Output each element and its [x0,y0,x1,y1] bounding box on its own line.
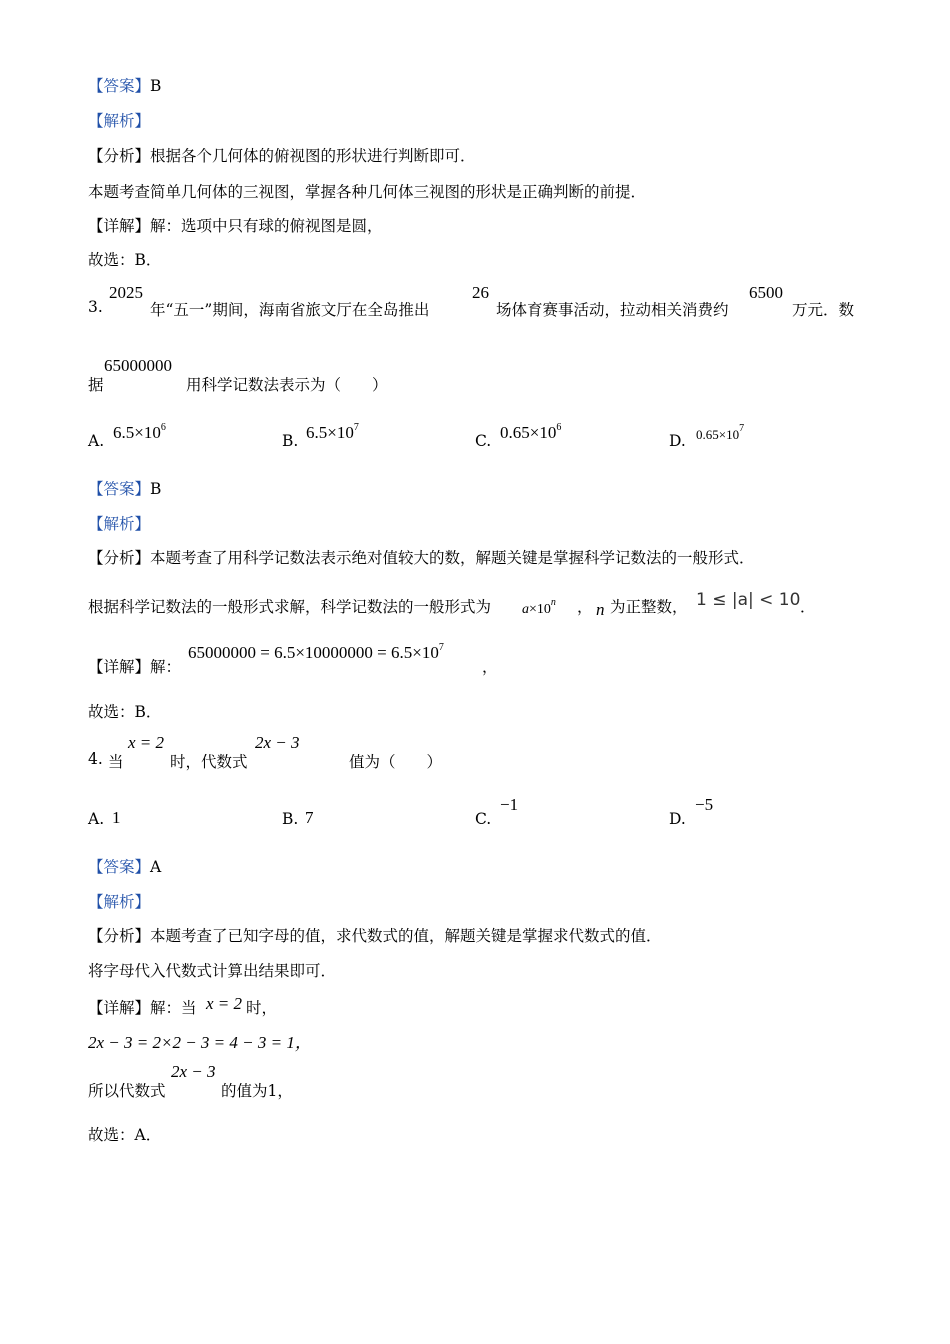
q4-option-d-value: −5 [695,795,714,814]
q3-method-text-2: ， [577,598,593,616]
q4-so-expression: 2x − 3 [171,1062,216,1081]
q3-text-3: 万元．数 [792,301,855,319]
q4-note-line: 将字母代入代数式计算出结果即可． [88,962,337,980]
q4-option-a-label: A. [88,810,105,828]
q4-expression: 2x − 3 [255,733,300,752]
q4-calculation: 2x − 3 = 2×2 − 3 = 4 − 3 = 1， [88,1033,312,1052]
q3-number: 3. [88,298,103,316]
q3-option-b-value: $6.5\times 10^7$ [306,422,359,442]
q3-text-4: 据 [88,376,104,394]
q3-option-c-value: $0.65\times 10^6$ [500,422,562,442]
q3-detail-tag: 【详解】解： [88,658,182,676]
q3-answer-line [88,479,161,499]
answer-tag: 【答案】 [88,480,151,498]
fenxi-text: 根据各个几何体的俯视图的形状进行判断即可． [150,147,476,165]
q2-conclusion: 故选：B． [88,251,162,269]
answer-value: B [150,77,162,95]
q4-text-1: 当 [108,753,124,771]
analysis-tag: 【解析】 [88,515,151,533]
q4-detail-line: 【详解】解：当 [88,999,197,1017]
q3-count: 26 [472,283,489,302]
q3-method-text-3: 为正整数， [610,598,688,616]
q3-fenxi-line [88,548,755,568]
fenxi-tag: 【分析】 [88,549,151,567]
q4-option-d-label: D. [669,810,686,828]
q4-text-2: 时，代数式 [170,753,248,771]
fenxi-text: 本题考查了已知字母的值，求代数式的值，解题关键是掌握求代数式的值． [150,927,662,945]
q4-fenxi-line [88,926,662,946]
q4-so-text-1: 所以代数式 [88,1082,166,1100]
q4-analysis-line [88,892,150,912]
q4-option-a-value: 1 [112,808,121,827]
q3-conclusion: 故选：B． [88,703,162,721]
fenxi-tag: 【分析】 [88,147,151,165]
q4-option-b-value: 7 [305,808,314,827]
q3-option-a-value: $6.5\times 10^6$ [113,422,166,442]
q3-text-5: 用科学记数法表示为（ ） [186,376,388,394]
answer-tag: 【答案】 [88,77,151,95]
answer-value: A [150,858,162,876]
q3-option-d-label: D. [669,432,686,450]
q3-method-text-4: ． [800,598,816,616]
q4-option-c-value: −1 [500,795,519,814]
q4-detail-text-2: 时， [246,999,278,1017]
q3-text-1: 年“五一”期间，海南省旅文厅在全岛推出 [150,301,430,319]
fenxi-tag: 【分析】 [88,927,151,945]
q3-detail-equation: $65000000 = 6.5\times 10000000 = 6.5\times 10^7$ [188,642,444,662]
q2-note-line: 本题考查简单几何体的三视图，掌握各种几何体三视图的形状是正确判断的前提． [88,183,647,201]
answer-value: B [150,480,162,498]
q3-analysis-line [88,514,150,534]
q2-fenxi-line [88,146,476,166]
q4-so-text-2: 的值为1， [221,1082,293,1100]
q3-method-text-1: 根据科学记数法的一般形式求解，科学记数法的一般形式为 [88,598,492,616]
q4-option-b-label: B. [282,810,299,828]
q4-condition: x = 2 [128,733,165,752]
q4-option-c-label: C. [475,810,492,828]
q4-text-3: 值为（ ） [349,753,443,771]
q3-option-b-label: B. [282,432,299,450]
q3-option-d-value: $0.65\times 10^7$ [696,423,745,442]
q4-conclusion: 故选：A． [88,1126,162,1144]
q3-big-number: 65000000 [104,356,172,375]
q3-text-2: 场体育赛事活动，拉动相关消费约 [496,301,729,319]
detail-text: 解：选项中只有球的俯视图是圆， [150,217,383,235]
answer-tag: 【答案】 [88,858,151,876]
analysis-tag: 【解析】 [88,893,151,911]
q3-option-a-label: A. [88,432,105,450]
q2-analysis-line [88,111,150,131]
q4-number: 4. [88,750,103,768]
q2-answer-line [88,76,161,96]
q4-detail-condition: x = 2 [206,994,243,1013]
q3-sci-form: $a\times 10^n$ [522,597,556,617]
q3-detail-text-2: ， [482,658,498,676]
q3-option-c-label: C. [475,432,492,450]
analysis-tag: 【解析】 [88,112,151,130]
q3-year: 2025 [109,283,143,302]
q3-inequality: 1 ≤ |a| < 10 [696,590,801,610]
q4-answer-line [88,857,161,877]
q2-detail-line [88,216,383,236]
q3-n-var: n [596,600,605,619]
detail-tag: 【详解】 [88,217,151,235]
fenxi-text: 本题考查了用科学记数法表示绝对值较大的数，解题关键是掌握科学记数法的一般形式． [150,549,755,567]
q3-amount: 6500 [749,283,783,302]
